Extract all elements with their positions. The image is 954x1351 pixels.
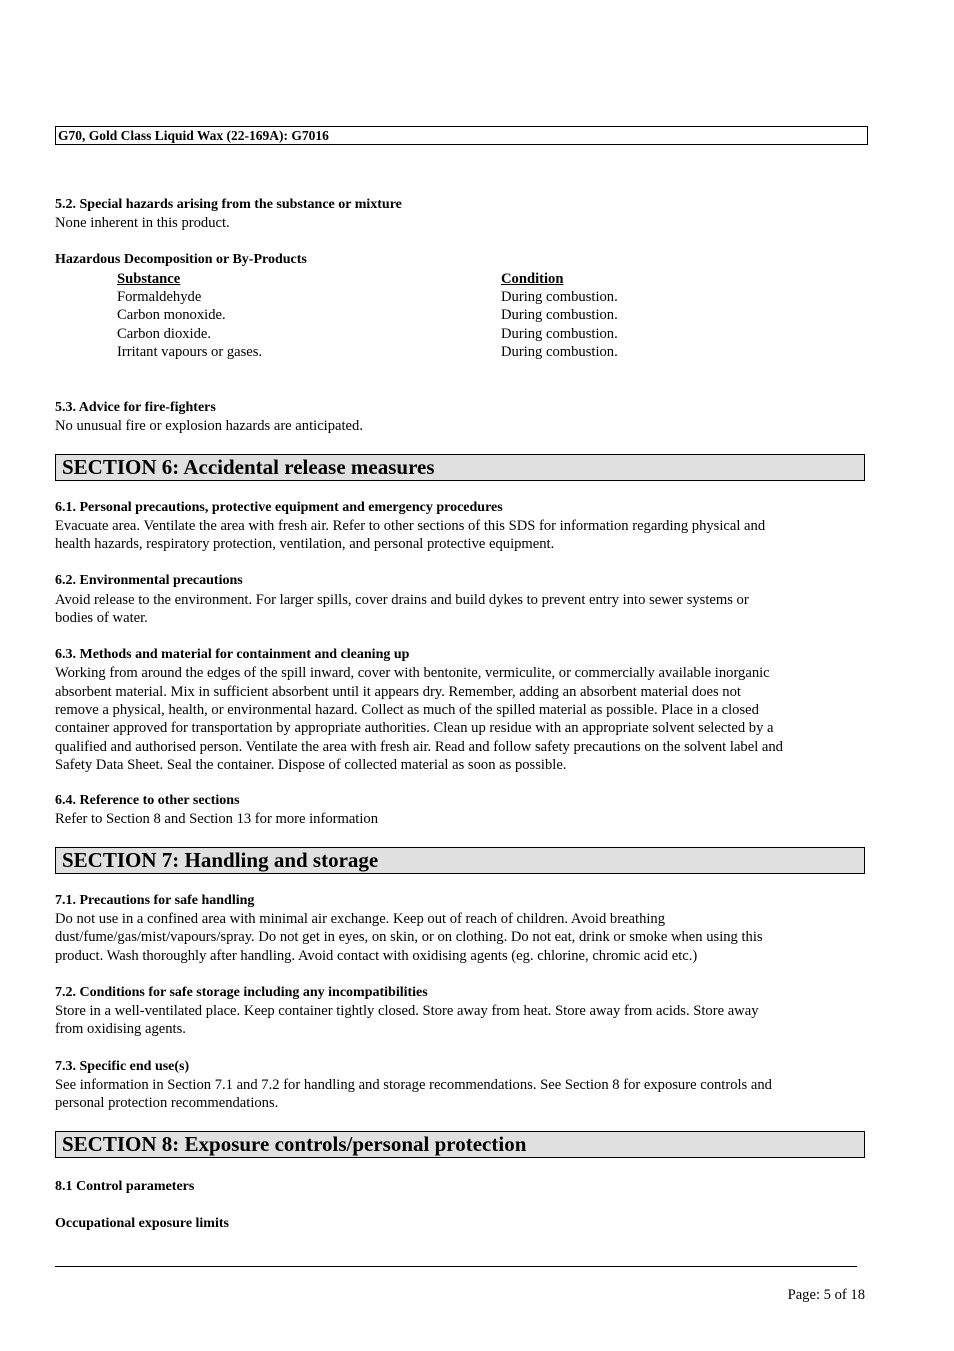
text-line: from oxidising agents. xyxy=(55,1021,186,1037)
text-5-2: None inherent in this product. xyxy=(55,215,230,231)
table-cell-condition: During combustion. xyxy=(501,289,618,305)
text-line: See information in Section 7.1 and 7.2 for handling and storage recommendations. See Section 8 for exposure controls and xyxy=(55,1077,772,1093)
table-cell-substance: Formaldehyde xyxy=(117,289,202,305)
text-line: product. Wash thoroughly after handling. Avoid contact with oxidising agents (eg. chlorine, chromic acid etc.) xyxy=(55,948,698,964)
heading-6-4: 6.4. Reference to other sections xyxy=(55,793,240,808)
text-line: Safety Data Sheet. Seal the container. Dispose of collected material as soon as possible. xyxy=(55,757,567,773)
text-line: Do not use in a confined area with minimal air exchange. Keep out of reach of children. Avoid breathing xyxy=(55,911,666,927)
heading-8-1: 8.1 Control parameters xyxy=(55,1179,195,1194)
heading-5-3: 5.3. Advice for fire-fighters xyxy=(55,400,216,415)
document-header: G70, Gold Class Liquid Wax (22-169A): G7016 xyxy=(55,126,868,145)
heading-6-1: 6.1. Personal precautions, protective equipment and emergency procedures xyxy=(55,500,503,515)
page-number: Page: 5 of 18 xyxy=(787,1287,865,1303)
heading-5-2: 5.2. Special hazards arising from the substance or mixture xyxy=(55,197,402,212)
text-line: health hazards, respiratory protection, ventilation, and personal protective equipment. xyxy=(55,536,555,552)
table-cell-condition: During combustion. xyxy=(501,326,618,342)
footer-divider xyxy=(55,1266,857,1267)
column-header-condition: Condition xyxy=(501,271,564,287)
text-line: container approved for transportation by appropriate authorities. Clean up residue with an appropriate solvent selected by a xyxy=(55,720,774,736)
heading-6-3: 6.3. Methods and material for containment and cleaning up xyxy=(55,647,410,662)
text-line: qualified and authorised person. Ventilate the area with fresh air. Read and follow safety precautions on the solvent label and xyxy=(55,739,783,755)
heading-7-3: 7.3. Specific end use(s) xyxy=(55,1059,190,1074)
heading-6-2: 6.2. Environmental precautions xyxy=(55,573,243,588)
section-6-title: SECTION 6: Accidental release measures xyxy=(55,454,865,481)
heading-7-1: 7.1. Precautions for safe handling xyxy=(55,893,255,908)
text-line: Store in a well-ventilated place. Keep container tightly closed. Store away from heat. Store away from acids. Store away xyxy=(55,1003,759,1019)
text-line: Refer to Section 8 and Section 13 for more information xyxy=(55,811,379,827)
column-header-substance: Substance xyxy=(117,271,181,287)
text-line: Working from around the edges of the spill inward, cover with bentonite, vermiculite, or commercially available inorganic xyxy=(55,665,770,681)
text-line: Evacuate area. Ventilate the area with fresh air. Refer to other sections of this SDS for information regarding physical and xyxy=(55,518,766,534)
text-line: dust/fume/gas/mist/vapours/spray. Do not get in eyes, on skin, or on clothing. Do not eat, drink or smoke when using this xyxy=(55,929,763,945)
table-cell-condition: During combustion. xyxy=(501,307,618,323)
section-7-title: SECTION 7: Handling and storage xyxy=(55,847,865,874)
table-cell-substance: Carbon monoxide. xyxy=(117,307,226,323)
table-cell-substance: Irritant vapours or gases. xyxy=(117,344,263,360)
table-cell-substance: Carbon dioxide. xyxy=(117,326,212,342)
text-5-3: No unusual fire or explosion hazards are anticipated. xyxy=(55,418,363,434)
section-8-title: SECTION 8: Exposure controls/personal protection xyxy=(55,1131,865,1158)
heading-7-2: 7.2. Conditions for safe storage including any incompatibilities xyxy=(55,985,428,1000)
text-line: remove a physical, health, or environmental hazard. Collect as much of the spilled material as possible. Place in a closed xyxy=(55,702,759,718)
text-line: bodies of water. xyxy=(55,610,148,626)
text-line: Avoid release to the environment. For larger spills, cover drains and build dykes to prevent entry into sewer systems or xyxy=(55,592,749,608)
text-line: personal protection recommendations. xyxy=(55,1095,279,1111)
heading-occupational-exposure-limits: Occupational exposure limits xyxy=(55,1216,229,1231)
heading-decomposition: Hazardous Decomposition or By-Products xyxy=(55,252,307,267)
text-line: absorbent material. Mix in sufficient absorbent until it appears dry. Remember, adding an absorbent material does not xyxy=(55,684,741,700)
table-cell-condition: During combustion. xyxy=(501,344,618,360)
